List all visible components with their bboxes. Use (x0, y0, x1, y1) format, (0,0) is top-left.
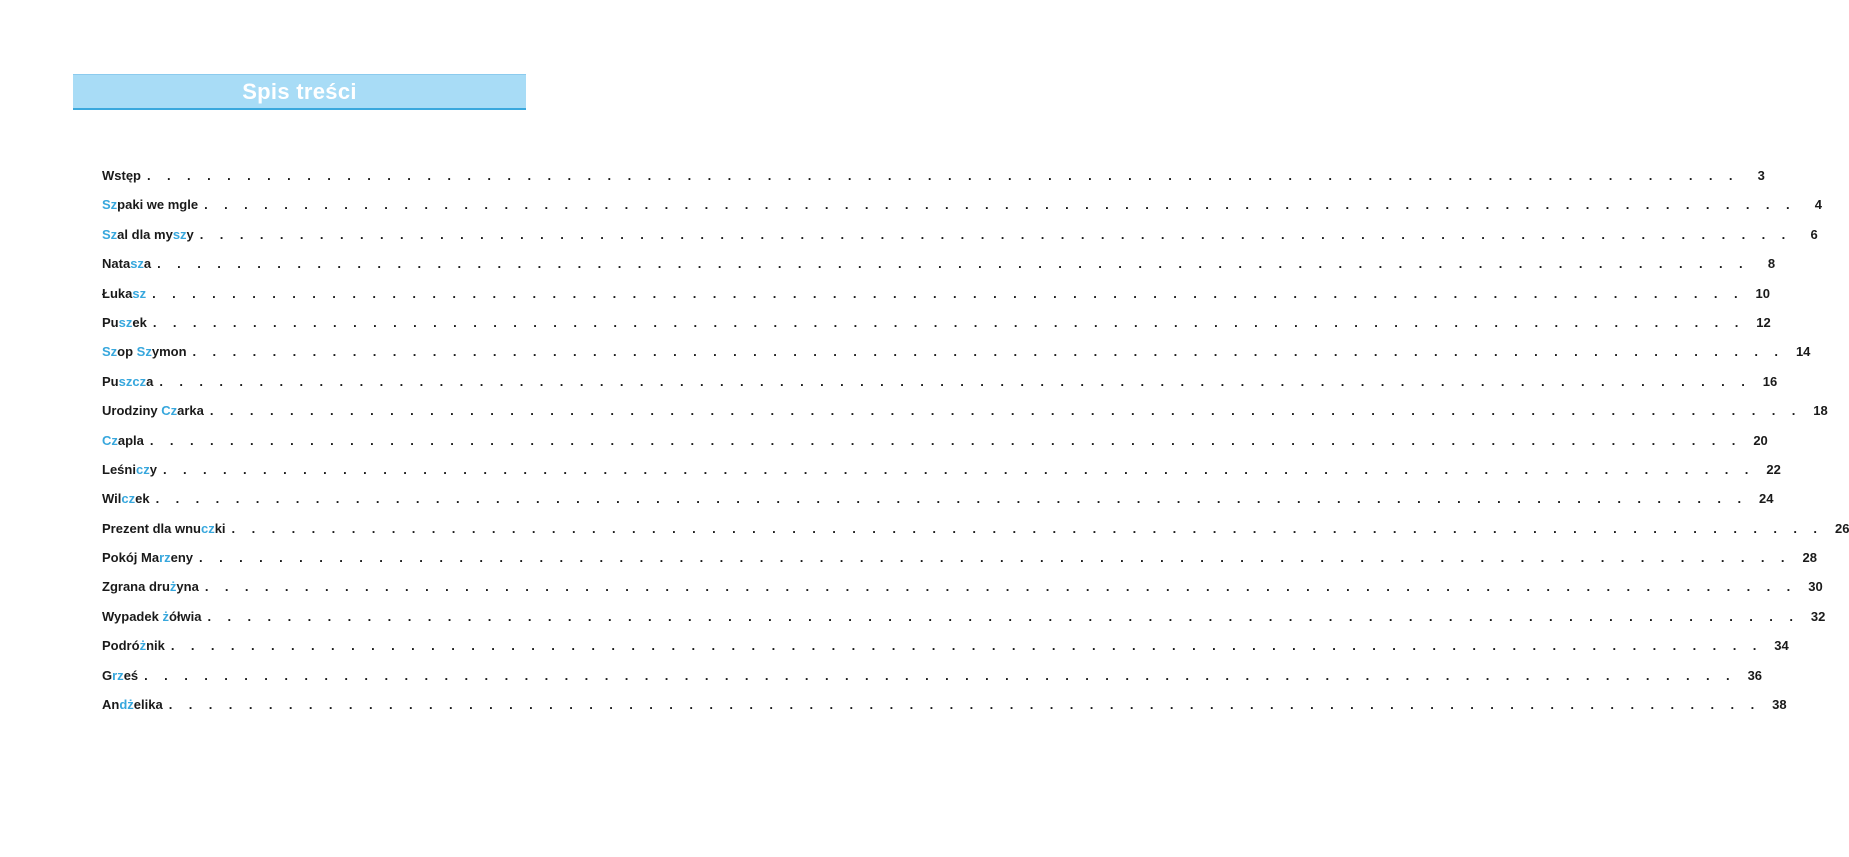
toc-entry-title (102, 367, 159, 396)
highlighted-letters: sz (118, 314, 133, 330)
title-text: apla (117, 432, 144, 448)
title-text: nik (146, 638, 165, 654)
title-text: Pokój Ma (102, 550, 160, 566)
highlighted-letters: Cz (102, 432, 118, 448)
toc-entry-title (102, 514, 232, 543)
highlighted-letters: Sz (102, 226, 118, 242)
title-text: Nata (102, 256, 131, 272)
dot-leader: . . . . . . . . . . . . . . . . . . . . . . . . . . . . . . . . . . . . . . . . . . . . . . . . . . . . . . . . . . . . . . . . . . . . . . . . . . . . . . . . (144, 667, 1737, 683)
toc-entry-title (102, 455, 163, 484)
highlighted-letters: Sz (102, 344, 118, 360)
title-text: Pu (102, 314, 119, 330)
toc-entry[interactable] (102, 631, 1789, 660)
title-text: paki we mgle (117, 197, 199, 213)
toc-page-number: 34 (1774, 638, 1789, 654)
highlighted-letters: szcz (118, 373, 147, 389)
toc-page-number: 38 (1772, 697, 1787, 713)
title-text: y (149, 461, 157, 477)
dot-leader: . . . . . . . . . . . . . . . . . . . . . . . . . . . . . . . . . . . . . . . . . . . . . . . . . . . . . . . . . . . . . . . . . . . . . . . . . . . . . . . . (155, 491, 1748, 507)
toc-entry[interactable] (102, 367, 1778, 396)
page-title: Spis treści (242, 78, 357, 104)
title-text: ółwia (168, 608, 202, 624)
toc-page-number: 14 (1795, 344, 1811, 360)
highlighted-letters: cz (135, 461, 150, 477)
toc-entry-title (102, 602, 207, 631)
title-text: Prezent dla wnu (102, 520, 201, 536)
toc-page-number: 18 (1813, 403, 1828, 419)
title-text: ek (132, 314, 147, 330)
dot-leader: . . . . . . . . . . . . . . . . . . . . . . . . . . . . . . . . . . . . . . . . . . . . . . . . . . . . . . . . . . . . . . . . . . . . . . . . . . . . . . . . (147, 168, 1739, 183)
toc-page-number: 24 (1759, 491, 1774, 507)
highlighted-letters: sz (172, 226, 187, 242)
title-text: Wil (102, 491, 122, 507)
toc-entry[interactable] (102, 602, 1826, 631)
toc-entry[interactable] (102, 279, 1770, 308)
highlighted-letters: Sz (102, 197, 118, 213)
toc-entry-title (102, 161, 147, 190)
toc-entry[interactable] (102, 426, 1768, 455)
toc-entry-title (102, 396, 210, 425)
dot-leader: . . . . . . . . . . . . . . . . . . . . . . . . . . . . . . . . . . . . . . . . . . . . . . . . . . . . . . . . . . . . . . . . . . . . . . . . . . . . . . . . (204, 197, 1796, 213)
toc-entry[interactable] (102, 308, 1771, 337)
toc-page-number: 26 (1834, 520, 1849, 536)
toc-entry[interactable] (102, 161, 1765, 190)
toc-entry-title (102, 279, 152, 308)
highlighted-letters: Sz (136, 344, 152, 360)
highlighted-letters: rz (112, 667, 124, 683)
toc-entry-title (102, 572, 205, 601)
dot-leader: . . . . . . . . . . . . . . . . . . . . . . . . . . . . . . . . . . . . . . . . . . . . . . . . . . . . . . . . . . . . . . . . . . . . . . . . . . . . . . . . (231, 520, 1824, 536)
toc-page-number: 8 (1767, 256, 1776, 272)
title-text: Zgrana dru (102, 579, 170, 595)
highlighted-letters: ż (162, 608, 169, 624)
dot-leader: . . . . . . . . . . . . . . . . . . . . . . . . . . . . . . . . . . . . . . . . . . . . . . . . . . . . . . . . . . . . . . . . . . . . . . . . . . . . . . . . (152, 314, 1745, 330)
toc-entry[interactable] (102, 396, 1828, 425)
highlighted-letters: cz (200, 520, 215, 536)
toc-entry-title (102, 220, 200, 249)
dot-leader: . . . . . . . . . . . . . . . . . . . . . . . . . . . . . . . . . . . . . . . . . . . . . . . . . . . . . . . . . . . . . . . . . . . . . . . . . . . . . . . . (170, 638, 1763, 654)
toc-entry[interactable] (102, 572, 1823, 601)
title-text: op (117, 344, 137, 360)
toc-entry[interactable] (102, 690, 1787, 719)
title-text: G (102, 667, 113, 683)
title-text: arka (177, 403, 204, 419)
toc-page-number: 6 (1810, 226, 1818, 242)
toc-page-number: 16 (1762, 373, 1778, 389)
toc-page-number: 10 (1755, 285, 1770, 301)
highlighted-letters: ż (139, 638, 147, 654)
title-text: Urodziny (102, 403, 162, 419)
dot-leader: . . . . . . . . . . . . . . . . . . . . . . . . . . . . . . . . . . . . . . . . . . . . . . . . . . . . . . . . . . . . . . . . . . . . . . . . . . . . . . . . (192, 344, 1785, 360)
dot-leader: . . . . . . . . . . . . . . . . . . . . . . . . . . . . . . . . . . . . . . . . . . . . . . . . . . . . . . . . . . . . . . . . . . . . . . . . . . . . . . . . (152, 285, 1744, 301)
title-text: An (102, 697, 120, 713)
toc-page-number: 12 (1756, 314, 1771, 330)
toc-entry-title (102, 543, 199, 572)
title-text: Wypadek (102, 608, 163, 624)
toc-entry-title (102, 690, 169, 719)
dot-leader: . . . . . . . . . . . . . . . . . . . . . . . . . . . . . . . . . . . . . . . . . . . . . . . . . . . . . . . . . . . . . . . . . . . . . . . . . . . . . . . . (199, 226, 1792, 242)
toc-entry-title (102, 661, 144, 690)
toc-entry[interactable] (102, 190, 1822, 219)
title-text: Wstęp (102, 168, 141, 183)
title-text: ymon (151, 344, 187, 360)
highlighted-letters: sz (130, 256, 144, 272)
toc-entry-title (102, 426, 150, 455)
title-text: y (186, 226, 194, 242)
toc-page-number: 4 (1814, 197, 1822, 213)
title-text: ek (135, 491, 150, 507)
toc-entry[interactable] (102, 455, 1781, 484)
title-text: a (143, 256, 152, 272)
title-text: a (146, 373, 154, 389)
title-text: Podró (102, 638, 140, 654)
title-text: elika (133, 697, 163, 713)
title-text: eny (170, 550, 194, 566)
toc-entry-title (102, 249, 157, 278)
title-text: Leśni (102, 461, 136, 477)
highlighted-letters: rz (159, 550, 171, 566)
toc-entry[interactable] (102, 484, 1774, 513)
title-banner (73, 74, 526, 110)
toc-entry-title (102, 337, 193, 366)
toc-page-number: 36 (1747, 667, 1763, 683)
toc-entry[interactable] (102, 661, 1763, 690)
highlighted-letters: dż (119, 697, 134, 713)
dot-leader: . . . . . . . . . . . . . . . . . . . . . . . . . . . . . . . . . . . . . . . . . . . . . . . . . . . . . . . . . . . . . . . . . . . . . . . . . . . . . . . . (162, 461, 1755, 477)
highlighted-letters: sz (132, 285, 147, 301)
dot-leader: . . . . . . . . . . . . . . . . . . . . . . . . . . . . . . . . . . . . . . . . . . . . . . . . . . . . . . . . . . . . . . . . . . . . . . . . . . . . . . . . (207, 608, 1800, 624)
dot-leader: . . . . . . . . . . . . . . . . . . . . . . . . . . . . . . . . . . . . . . . . . . . . . . . . . . . . . . . . . . . . . . . . . . . . . . . . . . . . . . . . (168, 697, 1761, 713)
toc-entry-title (102, 484, 156, 513)
table-of-contents (102, 161, 1849, 719)
toc-entry[interactable] (102, 220, 1818, 249)
title-text: eś (123, 667, 139, 683)
dot-leader: . . . . . . . . . . . . . . . . . . . . . . . . . . . . . . . . . . . . . . . . . . . . . . . . . . . . . . . . . . . . . . . . . . . . . . . . . . . . . . . . (159, 373, 1752, 389)
highlighted-letters: Cz (161, 403, 178, 419)
toc-entry-title (102, 631, 171, 660)
toc-entry[interactable] (102, 337, 1811, 366)
dot-leader: . . . . . . . . . . . . . . . . . . . . . . . . . . . . . . . . . . . . . . . . . . . . . . . . . . . . . . . . . . . . . . . . . . . . . . . . . . . . . . . . (149, 432, 1742, 448)
title-text: yna (176, 579, 199, 595)
toc-page-number: 30 (1808, 579, 1823, 595)
dot-leader: . . . . . . . . . . . . . . . . . . . . . . . . . . . . . . . . . . . . . . . . . . . . . . . . . . . . . . . . . . . . . . . . . . . . . . . . . . . . . . . . (204, 579, 1797, 595)
dot-leader: . . . . . . . . . . . . . . . . . . . . . . . . . . . . . . . . . . . . . . . . . . . . . . . . . . . . . . . . . . . . . . . . . . . . . . . . . . . . . . . . (157, 256, 1750, 272)
toc-page-number: 32 (1810, 608, 1826, 624)
dot-leader: . . . . . . . . . . . . . . . . . . . . . . . . . . . . . . . . . . . . . . . . . . . . . . . . . . . . . . . . . . . . . . . . . . . . . . . . . . . . . . . . (209, 403, 1802, 419)
title-text: ki (214, 520, 226, 536)
toc-entry[interactable] (102, 249, 1776, 278)
toc-page-number: 22 (1766, 461, 1781, 477)
title-text: al dla my (117, 226, 173, 242)
title-text: Łuka (102, 285, 133, 301)
dot-leader: . . . . . . . . . . . . . . . . . . . . . . . . . . . . . . . . . . . . . . . . . . . . . . . . . . . . . . . . . . . . . . . . . . . . . . . . . . . . . . . . (199, 550, 1791, 566)
highlighted-letters: cz (121, 491, 136, 507)
title-text: Pu (102, 373, 119, 389)
toc-page-number: 20 (1753, 432, 1768, 448)
toc-entry[interactable] (102, 543, 1817, 572)
toc-page-number: 28 (1802, 550, 1817, 566)
toc-entry-title (102, 190, 204, 219)
toc-entry[interactable] (102, 514, 1849, 543)
toc-page-number: 3 (1757, 168, 1765, 183)
highlighted-letters: ż (169, 579, 177, 595)
toc-entry-title (102, 308, 153, 337)
